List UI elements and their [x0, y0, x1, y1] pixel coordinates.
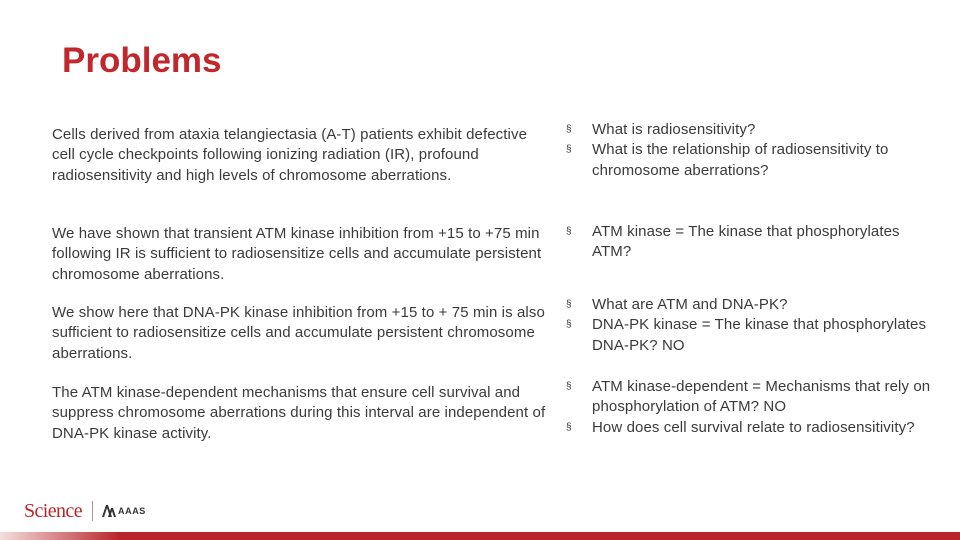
science-logo: Science	[24, 500, 82, 522]
question-item	[566, 222, 936, 263]
paragraph-4: The ATM kinase-dependent mechanisms that ensure cell survival and suppress chromosome aberrations during this interval are independent of DNA-PK kinase activity.	[52, 384, 546, 442]
question-text: What are ATM and DNA-PK?	[592, 296, 788, 313]
question-text: ATM kinase-dependent = Mechanisms that rely on phosphorylation of ATM? NO	[592, 378, 931, 416]
bullet-icon: §	[566, 421, 572, 433]
question-list-2	[566, 222, 936, 263]
paragraph-3: We show here that DNA-PK kinase inhibition from +15 to + 75 min is also sufficient to radiosensitize cells and accumulate persistent chromosome aberrations.	[52, 304, 545, 362]
question-list-4	[566, 377, 936, 438]
question-text: How does cell survival relate to radiosensitivity?	[592, 418, 915, 436]
question-item	[566, 315, 936, 356]
question-item	[566, 295, 936, 315]
question-list-3	[566, 295, 936, 356]
logo-divider	[92, 501, 93, 521]
question-text: DNA-PK kinase = The kinase that phosphorylates DNA-PK? NO	[592, 316, 927, 354]
footer-bar-fade	[0, 532, 120, 540]
question-text: What is the relationship of radiosensitivity to chromosome aberrations?	[592, 141, 889, 179]
bullet-icon: §	[566, 381, 572, 392]
question-item	[566, 120, 936, 140]
slide-title: Problems	[62, 41, 222, 80]
question-text: ATM kinase = The kinase that phosphorylates ATM?	[592, 223, 900, 261]
bullet-icon: §	[566, 299, 572, 310]
question-list-1	[566, 120, 936, 181]
question-item	[566, 140, 936, 181]
footer-bar	[0, 532, 960, 540]
question-text: What is radiosensitivity?	[592, 121, 756, 138]
bullet-icon: §	[566, 319, 572, 331]
paragraph-1: Cells derived from ataxia telangiectasia (A-T) patients exhibit defective cell cycle checkpoints following ionizing radiation (IR), profound radiosensitivity and high levels of chromosome aberrations.	[52, 126, 528, 184]
bullet-icon: §	[566, 226, 572, 237]
aaas-logo	[102, 505, 146, 517]
aaas-mark-icon	[102, 505, 116, 517]
question-item	[566, 377, 936, 418]
paragraph-2: We have shown that transient ATM kinase inhibition from +15 to +75 min following IR is sufficient to radiosensitize cells and accumulate persistent chromosome aberrations.	[52, 225, 542, 283]
aaas-logo-text: AAAS	[118, 506, 146, 516]
bullet-icon: §	[566, 124, 572, 135]
bullet-icon: §	[566, 144, 572, 156]
question-item	[566, 418, 936, 438]
footer-logo	[24, 498, 146, 524]
